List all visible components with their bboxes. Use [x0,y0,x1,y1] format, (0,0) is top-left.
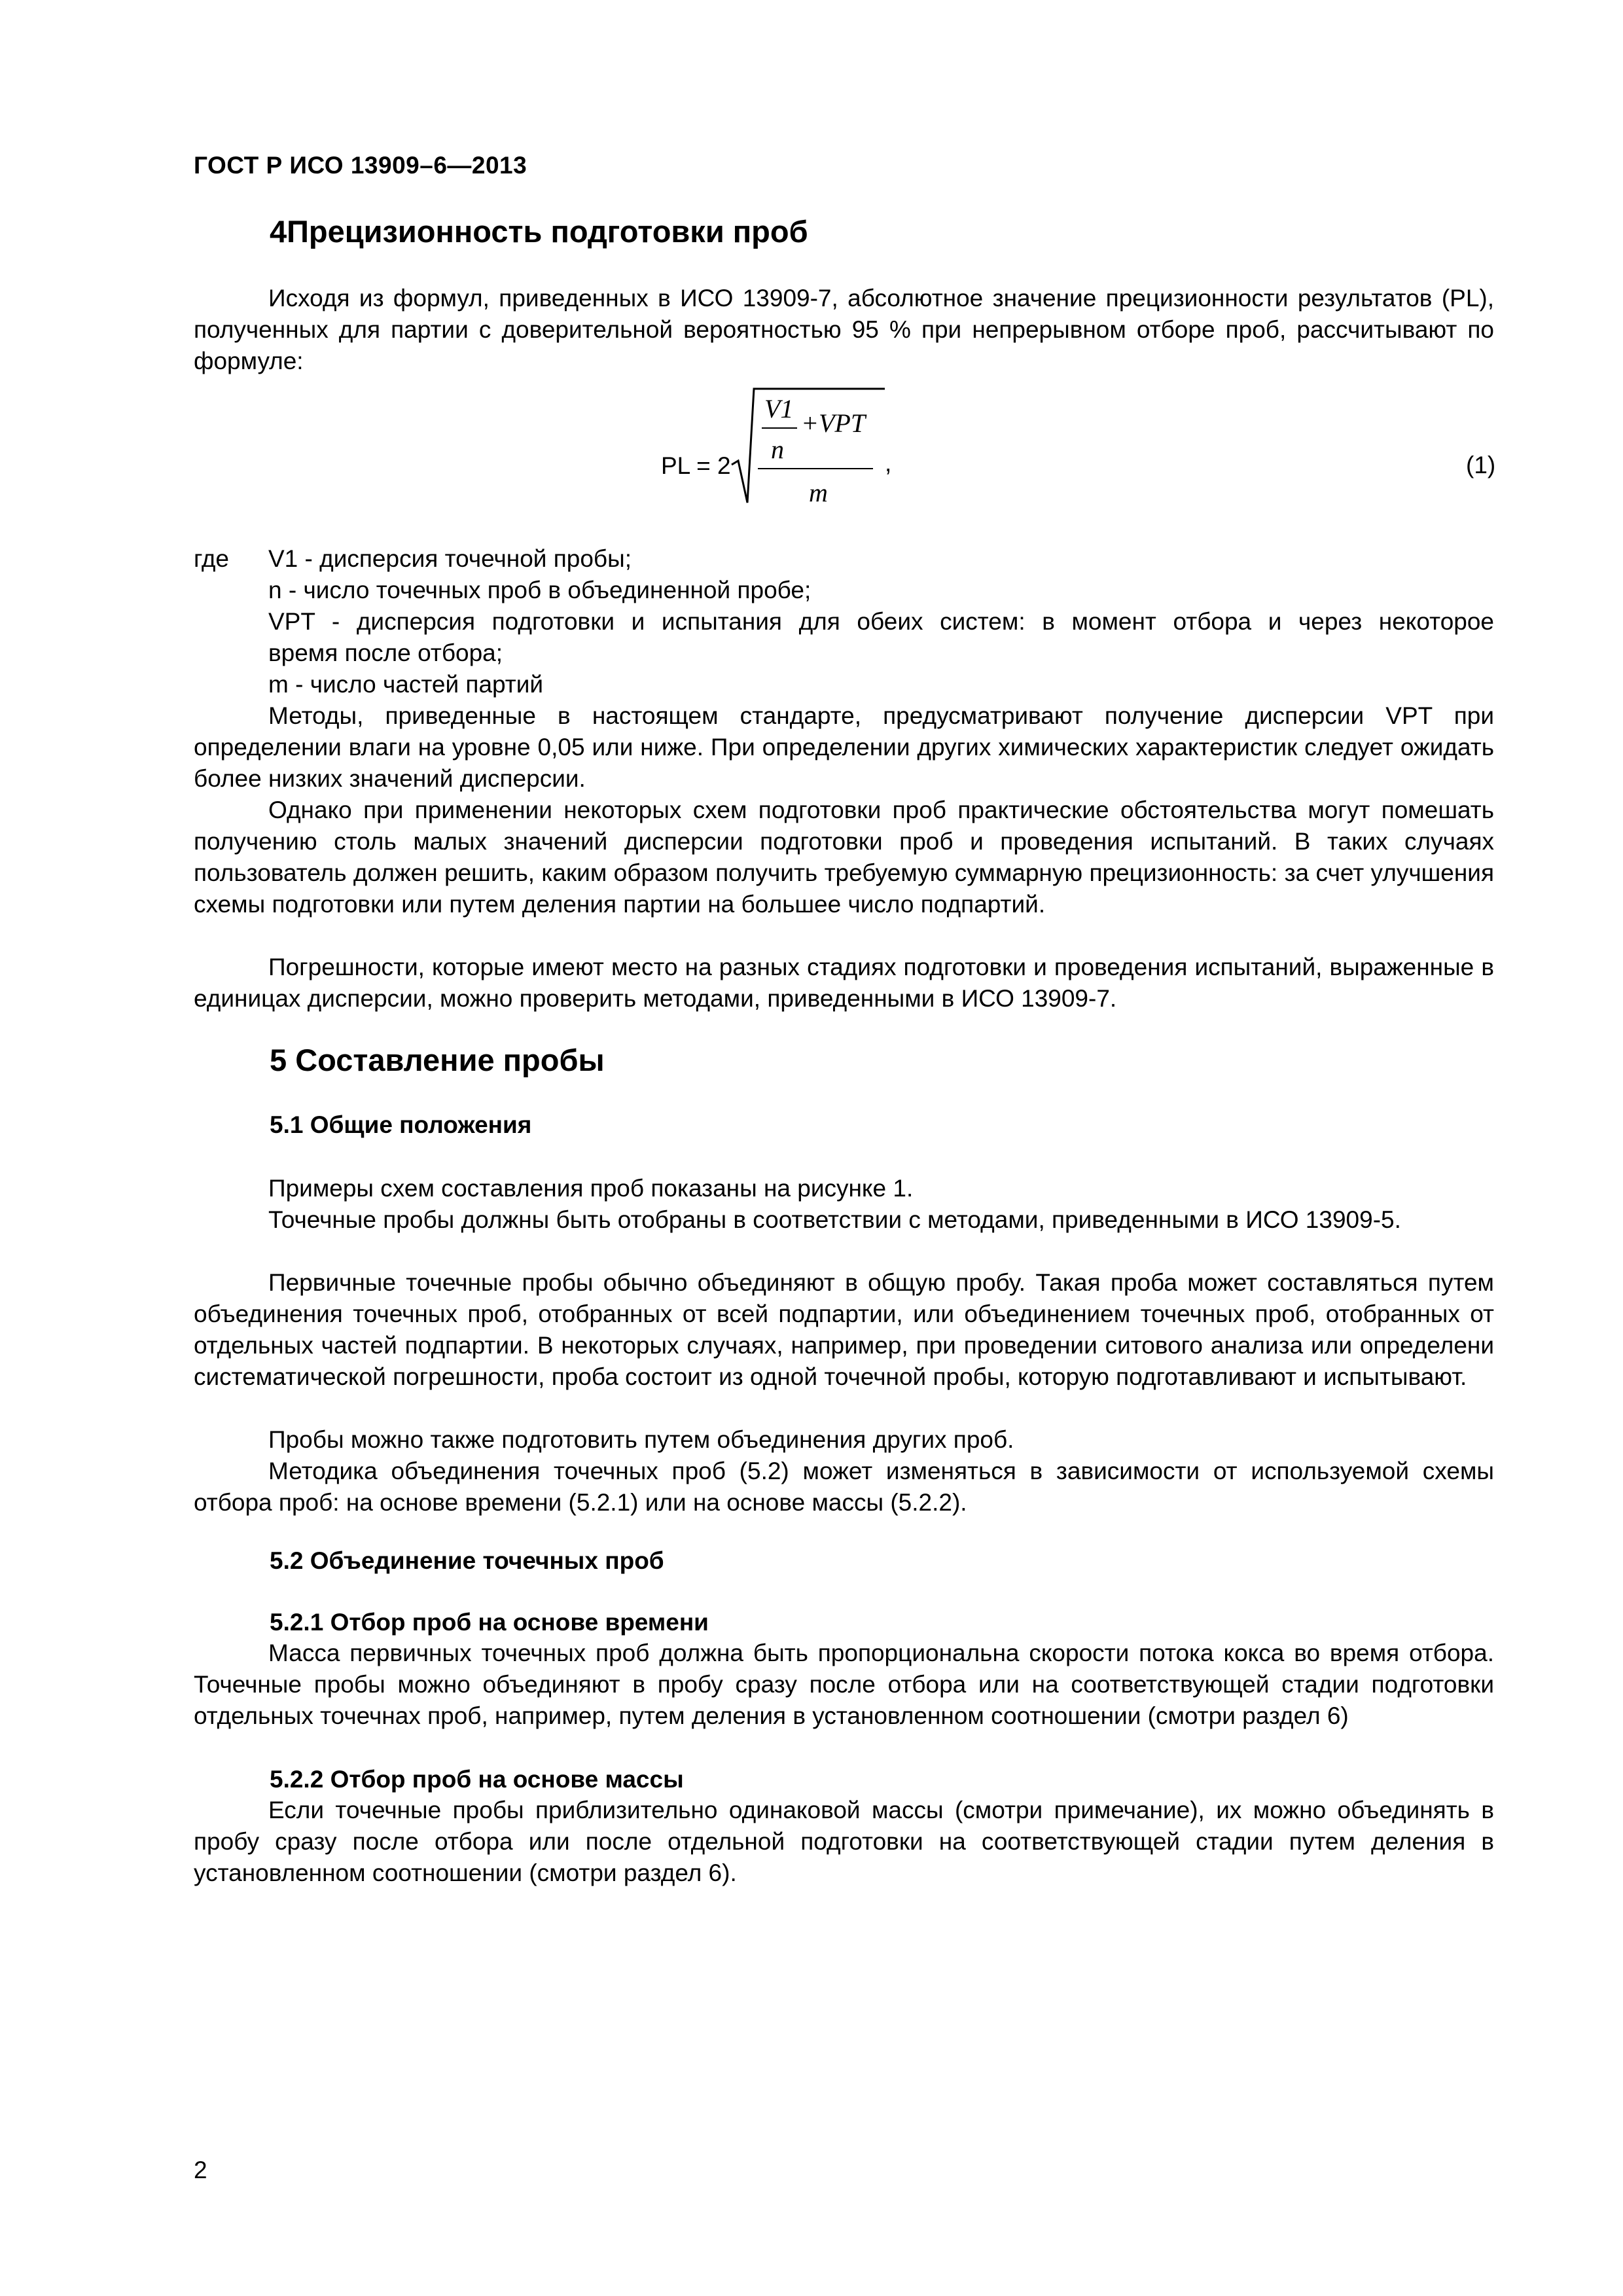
where-item-n: n - число точечных проб в объединенной пробе; [268,577,812,603]
section-5-title: 5 Составление пробы [270,1043,605,1077]
subsection-5-2-title: 5.2 Объединение точечных проб [270,1547,664,1574]
where-item-v1: V1 - дисперсия точечной пробы; [268,545,632,572]
subsection-5-2-2-title: 5.2.2 Отбор проб на основе массы [270,1766,684,1793]
section-4-paragraph-3: Погрешности, которые имеют место на разных стадиях подготовки и проведения испытаний, выраженные в единицах дисперсии, можно проверить методами, приведенными в ИСО 13909-7. [194,954,1494,1012]
where-item-m: m - число частей партий [268,671,544,698]
document-header: ГОСТ Р ИСО 13909–6—2013 [194,152,527,179]
formula-lhs: PL = 2 [661,452,731,479]
formula-m: m [809,478,828,507]
where-item-vpt-cont: время после отбора; [268,639,503,666]
subsection-5-2-2-paragraph: Если точечные пробы приблизительно одинаковой массы (смотри примечание), их можно объединять в пробу сразу после отбора или после отдельной подготовки на соответствующей стадии путем деления в установленном соотношении (смотри раздел 6). [194,1797,1494,1886]
subsection-5-2-1-paragraph: Масса первичных точечных проб должна быть пропорциональна скорости потока кокса во время отбора. Точечные пробы можно объединяют в пробу сразу после отбора или на соответствующей стадии подготовки отдельных точечнах проб, например, путем деления в установленном соотношении (смотри раздел 6) [194,1640,1494,1729]
formula-comma: , [885,450,892,476]
subsection-5-1-paragraph-2: Точечные пробы должны быть отобраны в соответствии с методами, приведенными в ИСО 13909-5. [268,1206,1401,1233]
where-item-vpt: VPT - дисперсия подготовки и испытания для обеих систем: в момент отбора и через некоторое [268,608,1494,635]
where-label: где [194,545,230,572]
subsection-5-2-1-title: 5.2.1 Отбор проб на основе времени [270,1609,709,1636]
formula-v1: V1 [764,394,794,423]
radical-sign [732,389,885,503]
section-4-title: 4Прецизионность подготовки проб [270,214,808,249]
section-4-intro: Исходя из формул, приведенных в ИСО 13909-7, абсолютное значение прецизионности результатов (PL), полученных для партии с доверительной вероятностью 95 % при непрерывном отборе проб, рассчитывают по формуле: [194,285,1494,374]
subsection-5-1-paragraph-4: Пробы можно также подготовить путем объединения других проб. [268,1426,1014,1453]
formula-number: (1) [1466,452,1496,478]
subsection-5-1-paragraph-5: Методика объединения точечных проб (5.2) может изменяться в зависимости от используемой схемы отбора проб: на основе времени (5.2.1) или на основе массы (5.2.2). [194,1458,1494,1516]
section-4-paragraph-2: Однако при применении некоторых схем подготовки проб практические обстоятельства могут помешать получению столь малых значений дисперсии подготовки проб и проведения испытаний. В таких случаях пользователь должен решить, каким образом получить требуемую суммарную прецизионность: за счет улучшения схемы подготовки или путем деления партии на большее число подпартий. [194,797,1494,918]
formula-plus-vpt: +VPT [801,408,866,438]
formula-1 [654,385,916,516]
section-4-paragraph-1: Методы, приведенные в настоящем стандарте, предусматривают получение дисперсии VPT при определении влаги на уровне 0,05 или ниже. При определении других химических характеристик следует ожидать более низких значений дисперсии. [194,702,1494,792]
formula-n: n [771,435,784,464]
formula-graphic [654,385,916,516]
subsection-5-1-paragraph-1: Примеры схем составления проб показаны на рисунке 1. [268,1175,914,1202]
subsection-5-1-paragraph-3: Первичные точечные пробы обычно объединяют в общую пробу. Такая проба может составляться путем объединения точечных проб, отобранных от всей подпартии, или объединением точечных проб, отобранных от отдельных частей подпартии. В некоторых случаях, например, при проведении ситового анализа или определени систематической погрешности, проба состоит из одной точечной пробы, которую подготавливают и испытывают. [194,1269,1494,1390]
subsection-5-1-title: 5.1 Общие положения [270,1111,532,1138]
page-number: 2 [194,2157,207,2183]
